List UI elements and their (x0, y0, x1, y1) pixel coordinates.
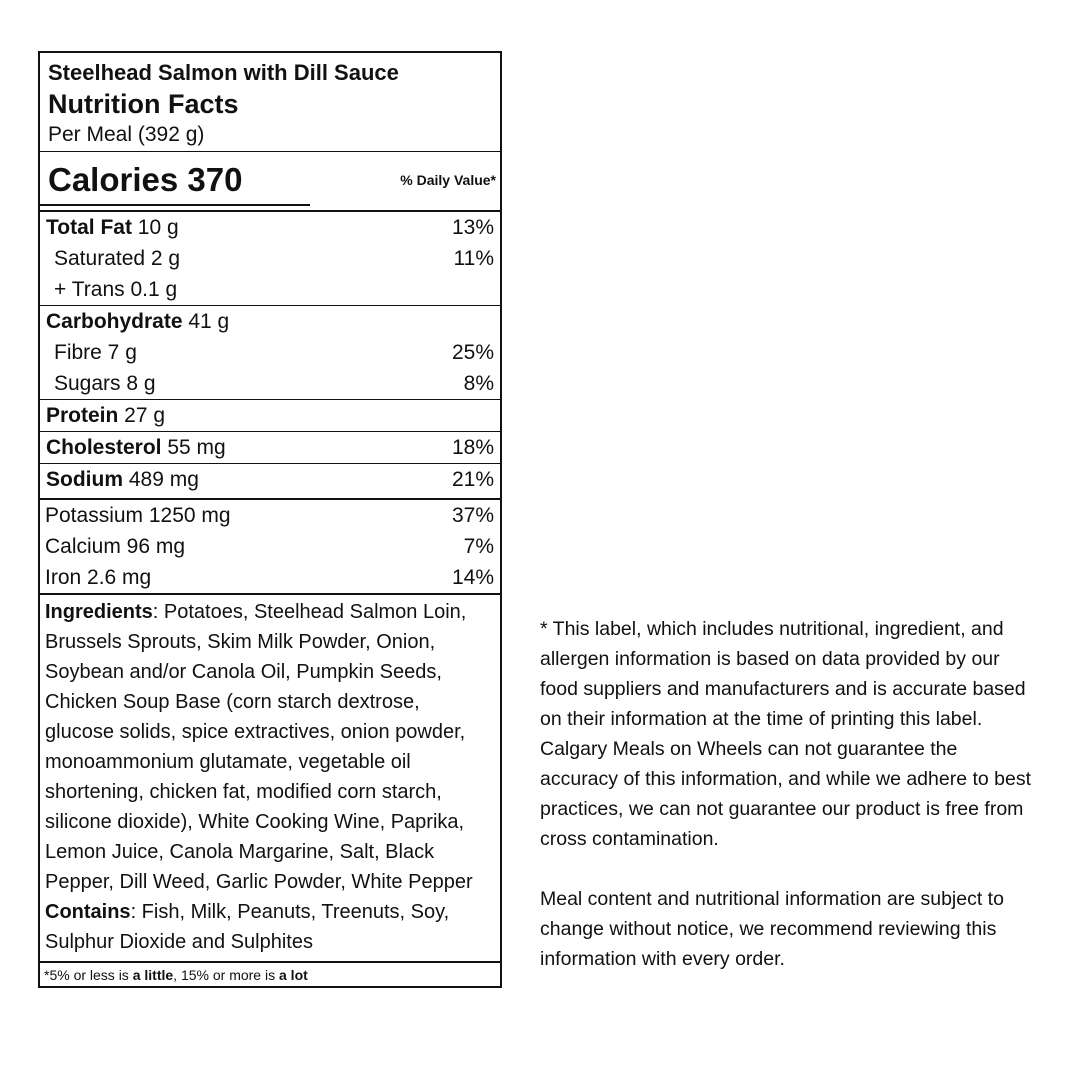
nutrient-name: Potassium 1250 mg (45, 504, 231, 527)
nutrient-row-cholesterol (40, 432, 500, 463)
ingredients-section (40, 593, 500, 961)
nutrient-dv: 25% (451, 341, 494, 364)
ingredients-paragraph (45, 597, 494, 897)
ingredients-label: Ingredients (45, 601, 153, 623)
nutrition-facts-heading: Nutrition Facts (48, 89, 239, 119)
fat-section (40, 210, 500, 305)
nutrient-row-trans (40, 274, 500, 305)
nutrient-dv: 14% (451, 566, 494, 589)
nutrient-row-saturated (40, 243, 500, 274)
nutrition-label (38, 51, 502, 988)
nutrient-name: Protein (46, 404, 119, 427)
footnote-text-2: , 15% or more is (173, 967, 279, 983)
nutrient-name: Iron 2.6 mg (45, 566, 152, 589)
daily-value-header: % Daily Value* (400, 172, 496, 188)
calories: Calories 370 (48, 161, 243, 198)
nutrient-name: Cholesterol (46, 436, 162, 459)
nutrient-dv: 18% (451, 436, 494, 459)
nutrient-dv: 11% (453, 247, 494, 270)
nutrient-amount: 55 mg (161, 436, 226, 459)
serving-size: Per Meal (392 g) (48, 123, 205, 146)
nutrient-amount: 489 mg (123, 468, 199, 491)
carb-section (40, 305, 500, 399)
nutrient-row-fat (40, 212, 500, 243)
disclaimer-notice (540, 614, 1040, 1004)
nutrient-amount: 41 g (182, 310, 230, 333)
calories-row (40, 151, 500, 208)
nutrient-dv: 37% (451, 504, 494, 527)
minerals-section (40, 498, 500, 593)
nutrient-amount: 10 g (131, 216, 179, 239)
nutrient-name: + Trans 0.1 g (54, 278, 178, 301)
nutrient-name: Saturated 2 g (54, 247, 181, 270)
protein-section (40, 399, 500, 431)
nutrient-dv: 13% (451, 216, 494, 239)
nutrient-row-protein (40, 400, 500, 431)
nutrient-name: Sugars 8 g (54, 372, 156, 395)
nutrient-name: Calcium 96 mg (45, 535, 186, 558)
contains-text: : Fish, Milk, Peanuts, Treenuts, Soy, Sulphur Dioxide and Sulphites (45, 901, 450, 953)
nutrient-name: Fibre 7 g (54, 341, 137, 364)
nutrient-dv: 8% (463, 372, 494, 395)
disclaimer-paragraph-2: Meal content and nutritional information are subject to change without notice, we recommend reviewing this information with every order. (540, 888, 1004, 970)
disclaimer-paragraph-1: * This label, which includes nutritional, ingredient, and allergen information is based on data provided by our food suppliers and manufacturers and is accurate based on their information at the time of printing this label. Calgary Meals on Wheels can not guarantee the accuracy of this information, and while we adhere to best practices, we can not guarantee our product is free from cross contamination. (540, 618, 1032, 850)
footnote-little: a little (132, 967, 174, 983)
nutrient-row-sodium (40, 464, 500, 495)
product-name: Steelhead Salmon with Dill Sauce (48, 60, 399, 85)
nutrient-row-calcium (40, 531, 500, 562)
nutrient-row-potassium (40, 500, 500, 531)
cholesterol-section (40, 431, 500, 463)
contains-label: Contains (45, 901, 131, 923)
footnote (40, 961, 500, 986)
footnote-lot: a lot (279, 967, 308, 983)
footnote-text: *5% or less is (44, 967, 133, 983)
nutrient-name: Sodium (46, 468, 123, 491)
nutrient-row-fibre (40, 337, 500, 368)
nutrient-dv: 21% (451, 468, 494, 491)
nutrient-amount: 27 g (118, 404, 166, 427)
nutrient-name: Carbohydrate (46, 310, 183, 333)
nutrient-row-carbohydrate (40, 306, 500, 337)
nutrient-row-sugars (40, 368, 500, 399)
nutrient-row-iron (40, 562, 500, 593)
calories-underline (40, 204, 310, 206)
nutrient-name: Total Fat (46, 216, 132, 239)
nutrient-dv: 7% (463, 535, 494, 558)
contains-paragraph (45, 897, 494, 957)
sodium-section (40, 463, 500, 495)
ingredients-text: : Potatoes, Steelhead Salmon Loin, Brussels Sprouts, Skim Milk Powder, Onion, Soybean and/or Canola Oil, Pumpkin Seeds, Chicken Soup Base (corn starch dextrose, glucose solids, spice extractives, onion powder, monoammonium glutamate, vegetable oil shortening, chicken fat, modified corn starch, silicone dioxide), White Cooking Wine, Paprika, Lemon Juice, Canola Margarine, Salt, Black Pepper, Dill Weed, Garlic Powder, White Pepper (45, 601, 473, 893)
